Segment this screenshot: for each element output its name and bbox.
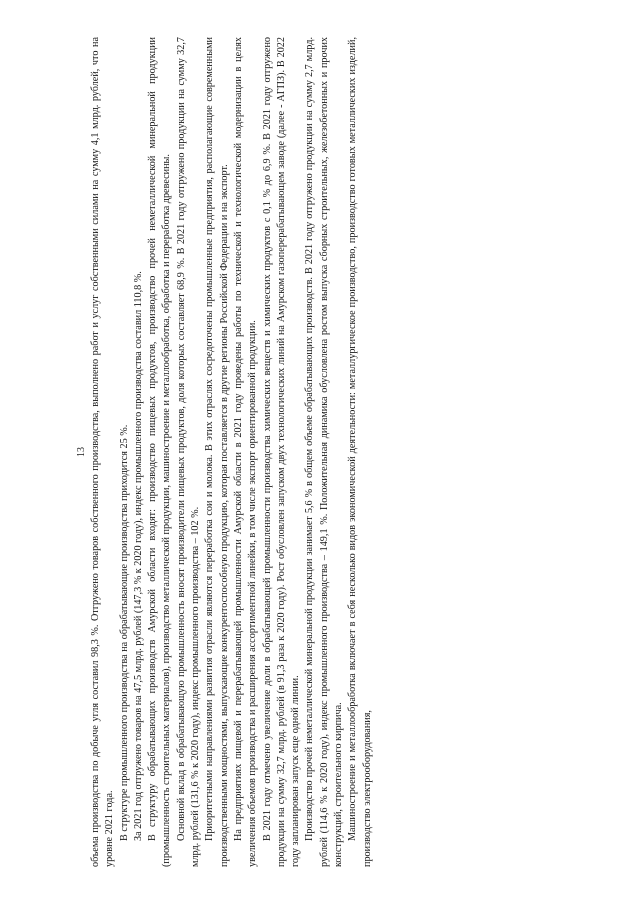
paragraph: Приоритетными направлениями развития отрасли являются переработка сои и молока. В этих отраслях сосредоточены промышленные предприятия, располагающие современными производственными мощностями, выпускающие конкурентоспособную продукцию, которая поставляется в другие регионы Российской Федерации и на экспорт. bbox=[204, 37, 230, 867]
paragraph: объема производства по добыче угля составил 98,3 %. Отгружено товаров собственного производства, выполнено работ и услуг собственными силами на сумму 4,1 млрд. рублей, что на уровне 2021 года. bbox=[90, 37, 116, 867]
paragraph: Основной вклад в обрабатывающую промышленность вносят производители пищевых продуктов, доля которых составляет 68,9 %. В 2021 году отгружено продукции на сумму 32,7 млрд. рублей (131,6 % к 2020 году), индекс промышленного производства – 102 %. bbox=[175, 37, 202, 867]
paragraph: В структуру обрабатывающих производств Амурской области входят: производство пищевых продуктов, производство прочей неметаллической минеральной продукции (промышленность строительных материалов), производство металлической продукции, машиностроение и металлообработка, обработка и переработка древесины. bbox=[147, 37, 173, 867]
paragraph: На предприятиях пищевой и перерабатывающей промышленности Амурской области в 2021 году проведены работы по технической и технологической модернизации в целях увеличения объемов производства и расширения ассортиментной линейки, в том числе экспорт ориентированной продукции. bbox=[232, 37, 259, 867]
rotated-document-page bbox=[75, 37, 565, 867]
document-body bbox=[89, 37, 565, 867]
paragraph: В 2021 году отмечено увеличение доли в обрабатывающей промышленности производства химических веществ и химических продуктов с 0,1 % до 6,9 %. В 2021 году отгружено продукции на сумму 32,7 млрд. рублей (в 91,3 раза к 2020 году). Рост обусловлен запуском двух технологических линий на Амурском газоперерабатывающем заводе (далее - АГПЗ). В 2022 году запланирован запуск еще одной линии. bbox=[261, 37, 302, 867]
page-number: 13 bbox=[76, 447, 87, 457]
paragraph: Машиностроение и металлообработка включает в себя несколько видов экономической деятельности: металлургическое производство, производство готовых металлических изделий, производство электрооборудования, bbox=[347, 37, 373, 867]
paragraph: Производство прочей неметаллической минеральной продукции занимает 5,6 % в общем объеме обрабатывающих производств. В 2021 году отгружено продукции на сумму 2,7 млрд. рублей (114,6 % к 2020 году), индекс промышленного производства – 149,1 %. Положительная динамика обусловлена ростом выпуска сборных строительных, железобетонных и прочих конструкций, строительного кирпича. bbox=[304, 37, 345, 867]
paragraph: В структуре промышленного производства на обрабатывающие производства приходится 25 %. bbox=[118, 424, 130, 841]
paragraph: За 2021 год отгружено товаров на 47,5 млрд. рублей (147,3 % к 2020 году), индекс промышленного производства составил 110,8 %. bbox=[132, 271, 144, 841]
